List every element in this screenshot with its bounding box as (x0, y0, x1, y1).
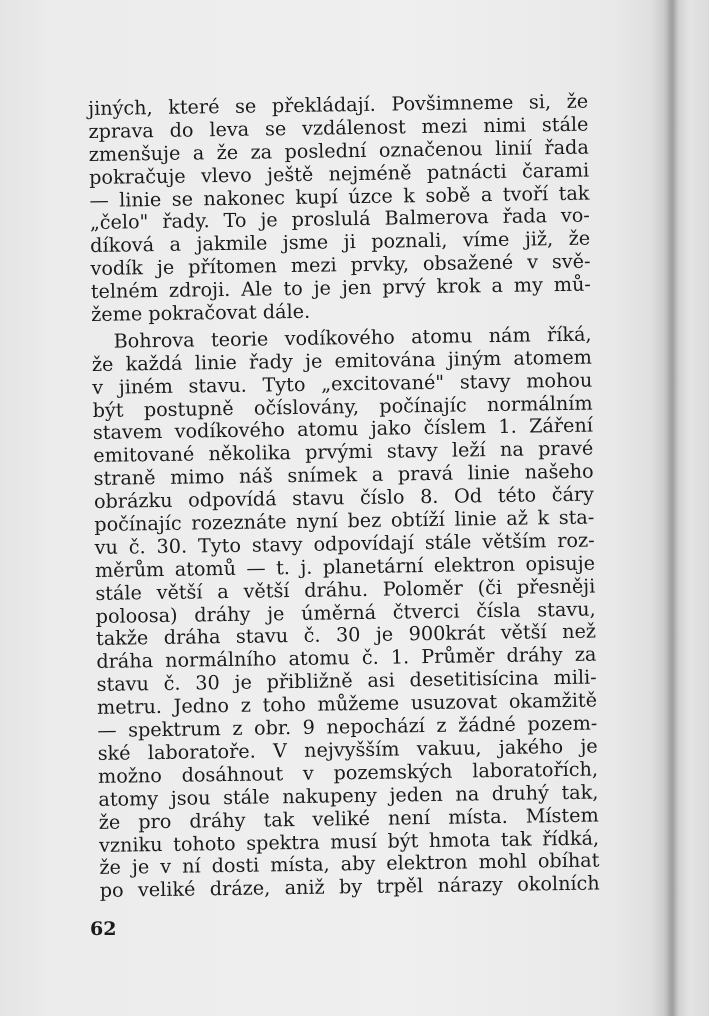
body-text (88, 91, 600, 904)
next-page-edge (672, 0, 709, 1016)
text-line: „čelo" řady. To je proslulá Balmerova řada vo- (89, 204, 590, 235)
text-line: — spektrum z obr. 9 nepochází z žádné pozem- (97, 711, 598, 742)
text-line: metru. Jedno z toho můžeme usuzovat okamžitě (96, 688, 598, 720)
text-line: dráha normálního atomu č. 1. Průměr dráhy za (96, 642, 597, 674)
text-line: vu č. 30. Tyto stavy odpovídají stále větším roz- (94, 528, 595, 559)
text-line: díková a jakmile jsme ji poznali, víme již, že (90, 226, 591, 258)
text-line: poloosa) dráhy je úměrná čtverci čísla stavu, (95, 597, 596, 628)
text-line: zprava do leva se vzdálenost mezi nimi stále (88, 112, 589, 143)
text-line: stále větší a větší dráhu. Poloměr (či přesněji (95, 574, 596, 605)
text-line: straně mimo náš snímek a pravá linie našeho (93, 459, 594, 491)
gutter-shadow (652, 0, 672, 1016)
page-number: 62 (90, 918, 117, 940)
text-line: v jiném stavu. Tyto „excitované" stavy mohou (92, 368, 593, 399)
text-line: atomy jsou stále nakupeny jeden na druhý tak, (98, 780, 599, 811)
text-line: stavu č. 30 je přibližně asi desetitisícina mili- (96, 665, 597, 697)
text-line: po veliké dráze, aniž by trpěl nárazy okolních (99, 871, 600, 903)
text-line: telném zdroji. Ale to je jen prvý krok a my mů- (90, 272, 591, 304)
text-line: takže dráha stavu č. 30 je 900krát větší než (95, 620, 597, 651)
text-line: možno dosáhnout v pozemských laboratořích, (97, 757, 599, 788)
text-line: emitované několika prvými stavy leží na pravé (93, 436, 594, 468)
text-line: vzniku tohoto spektra musí být hmota tak řídká, (98, 826, 600, 857)
text-line: stavem vodíkového atomu jako číslem 1. Záření (92, 414, 594, 445)
text-line: pokračuje vlevo ještě nejméně patnácti čarami (89, 158, 590, 189)
text-line: ské laboratoře. V nejvyšším vakuu, jakého je (97, 734, 598, 765)
text-line: měrům atomů — t. j. planetární elektron opisuje (94, 551, 596, 582)
text-line: být postupně očíslovány, počínajíc normálním (92, 391, 593, 422)
paragraph-1 (88, 91, 591, 327)
text-line: zmenšuje a že za poslední označenou linií řada (88, 135, 589, 166)
text-line: že pro dráhy tak veliké není místa. Místem (98, 803, 599, 834)
text-line: vodík je přítomen mezi prvky, obsažené v svě- (90, 249, 591, 281)
text-line: — linie se nakonec kupí úzce k sobě a tvoří tak (89, 181, 590, 212)
paragraph-2 (91, 323, 599, 903)
text-line: Bohrova teorie vodíkového atomu nám říká, (113, 322, 592, 353)
text-line: obrázku odpovídá stavu číslo 8. Od této čáry (93, 482, 595, 514)
text-line: že je v ní dosti místa, aby elektron mohl obíhat (99, 848, 600, 880)
text-line: že každá linie řady je emitována jiným atomem (91, 345, 593, 376)
text-line: jiných, které se překládají. Povšimneme si, že (87, 89, 589, 120)
text-line: žeme pokračovat dále. (91, 299, 311, 326)
text-line: počínajíc rozeznáte nyní bez obtíží linie až k sta- (94, 505, 595, 536)
